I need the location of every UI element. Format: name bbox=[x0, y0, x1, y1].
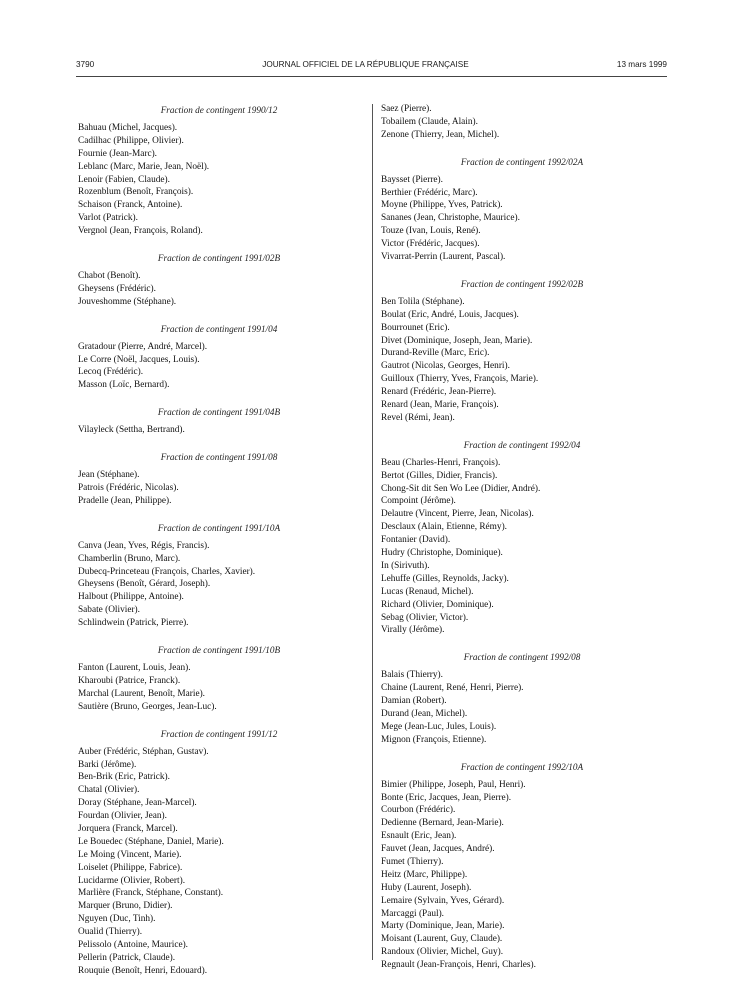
name-entry: Patrois (Frédéric, Nicolas). bbox=[78, 483, 179, 494]
name-entry: Saez (Pierre). bbox=[381, 104, 432, 114]
name-entry: Damian (Robert). bbox=[381, 696, 447, 707]
name-entry: Vergnol (Jean, François, Roland). bbox=[78, 226, 203, 237]
name-entry: Pelissolo (Antoine, Maurice). bbox=[78, 939, 188, 950]
name-entry: Gheysens (Frédéric). bbox=[78, 283, 156, 294]
name-entry: Lehuffe (Gilles, Reynolds, Jacky). bbox=[381, 573, 509, 584]
contingent-section bbox=[78, 643, 360, 714]
name-entry: Tobailem (Claude, Alain). bbox=[381, 116, 478, 127]
name-entry: Durand (Jean, Michel). bbox=[381, 708, 468, 719]
name-entry: Bahuau (Michel, Jacques). bbox=[78, 123, 178, 133]
name-entry: Kharoubi (Patrice, Franck). bbox=[78, 675, 181, 686]
name-entry: Lucidarme (Olivier, Robert). bbox=[78, 875, 186, 886]
contingent-section bbox=[78, 322, 360, 393]
name-entry: Lecoq (Frédéric). bbox=[78, 367, 144, 378]
name-entry: Varlot (Patrick). bbox=[78, 213, 138, 224]
name-entry: Beau (Charles-Henri, François). bbox=[381, 457, 501, 468]
name-entry: Pellerin (Patrick, Claude). bbox=[78, 952, 176, 963]
journal-title: JOURNAL OFFICIEL DE LA RÉPUBLIQUE FRANÇAISE bbox=[262, 60, 469, 69]
name-entry: Vivarrat-Perrin (Laurent, Pascal). bbox=[381, 252, 506, 263]
contingent-section bbox=[78, 450, 360, 508]
section-heading: Fraction de contingent 1991/02B bbox=[157, 253, 281, 264]
name-entry: Marquer (Bruno, Didier). bbox=[78, 901, 173, 912]
name-entry: Loiselet (Philippe, Fabrice). bbox=[78, 862, 183, 873]
name-entry: Boulat (Eric, André, Louis, Jacques). bbox=[381, 309, 519, 320]
contingent-section bbox=[78, 521, 360, 630]
name-entry: Sananes (Jean, Christophe, Maurice). bbox=[381, 213, 520, 224]
section-heading: Fraction de contingent 1991/10B bbox=[157, 645, 281, 656]
name-entry: Fournie (Jean-Marc). bbox=[78, 148, 157, 159]
name-entry: Moyne (Philippe, Yves, Patrick). bbox=[381, 200, 503, 211]
contingent-section bbox=[381, 277, 663, 425]
name-entry: Victor (Frédéric, Jacques). bbox=[381, 239, 480, 250]
name-entry: Heitz (Marc, Philippe). bbox=[381, 869, 468, 880]
name-entry: Jouveshomme (Stéphane). bbox=[78, 296, 177, 307]
section-heading: Fraction de contingent 1992/04 bbox=[463, 439, 581, 450]
name-entry: Mege (Jean-Luc, Jules, Louis). bbox=[381, 721, 497, 732]
name-entry: Guilloux (Thierry, Yves, François, Marie). bbox=[381, 374, 539, 385]
name-entry: Chong-Sit dit Sen Wo Lee (Didier, André). bbox=[381, 483, 541, 494]
column-divider bbox=[372, 104, 373, 960]
name-entry: Lemaire (Sylvain, Yves, Gérard). bbox=[381, 895, 505, 906]
name-entry: Huby (Laurent, Joseph). bbox=[381, 882, 472, 893]
name-entry: Fanton (Laurent, Louis, Jean). bbox=[78, 663, 191, 674]
section-heading: Fraction de contingent 1991/10A bbox=[157, 522, 281, 533]
name-entry: Chabot (Benoît). bbox=[78, 271, 141, 282]
name-entry: Courbon (Frédéric). bbox=[381, 805, 456, 816]
name-entry: Pradelle (Jean, Philippe). bbox=[78, 495, 172, 506]
name-entry: Masson (Loïc, Bernard). bbox=[78, 380, 170, 391]
page-number: 3790 bbox=[76, 60, 95, 69]
name-entry: Bourrounet (Eric). bbox=[381, 322, 450, 333]
contingent-section bbox=[381, 103, 663, 142]
section-heading: Fraction de contingent 1992/02A bbox=[460, 156, 584, 167]
contingent-section bbox=[381, 438, 663, 637]
name-entry: Leblanc (Marc, Marie, Jean, Noël). bbox=[78, 161, 210, 172]
name-entry: Gratadour (Pierre, André, Marcel). bbox=[78, 341, 208, 352]
section-heading: Fraction de contingent 1990/12 bbox=[160, 105, 278, 115]
name-entry: Cadilhac (Philippe, Olivier). bbox=[78, 135, 184, 146]
name-entry: Schaison (Franck, Antoine). bbox=[78, 200, 183, 211]
header-rule bbox=[76, 76, 667, 77]
name-entry: Compoint (Jérôme). bbox=[381, 496, 456, 507]
name-entry: Marlière (Franck, Stéphane, Constant). bbox=[78, 888, 224, 899]
name-entry: Ben-Brik (Eric, Patrick). bbox=[78, 772, 170, 783]
name-entry: Barki (Jérôme). bbox=[78, 759, 137, 770]
name-entry: Le Corre (Noël, Jacques, Louis). bbox=[78, 354, 200, 365]
name-entry: Durand-Reville (Marc, Eric). bbox=[381, 348, 490, 359]
contingent-section bbox=[381, 155, 663, 264]
name-entry: Ben Tolila (Stéphane). bbox=[381, 296, 465, 307]
name-entry: Marty (Dominique, Jean, Marie). bbox=[381, 921, 505, 932]
name-entry: Oualid (Thierry). bbox=[78, 927, 143, 938]
name-entry: In (Sirivuth). bbox=[381, 560, 430, 571]
name-entry: Hudry (Christophe, Dominique). bbox=[381, 548, 503, 559]
name-entry: Marcaggi (Paul). bbox=[381, 908, 444, 919]
name-entry: Halbout (Philippe, Antoine). bbox=[78, 592, 184, 603]
name-entry: Dedienne (Bernard, Jean-Marie). bbox=[381, 818, 504, 829]
name-entry: Randoux (Olivier, Michel, Guy). bbox=[381, 947, 504, 958]
name-entry: Renard (Frédéric, Jean-Pierre). bbox=[381, 387, 497, 398]
name-entry: Fumet (Thierry). bbox=[381, 856, 444, 867]
name-entry: Schlindwein (Patrick, Pierre). bbox=[78, 618, 189, 629]
name-entry: Sabate (Olivier). bbox=[78, 605, 140, 616]
name-entry: Delautre (Vincent, Pierre, Jean, Nicolas). bbox=[381, 509, 534, 520]
name-entry: Le Bouedec (Stéphane, Daniel, Marie). bbox=[78, 836, 224, 847]
name-entry: Baysset (Pierre). bbox=[381, 174, 443, 185]
name-entry: Touze (Ivan, Louis, René). bbox=[381, 226, 481, 237]
name-entry: Chamberlin (Bruno, Marc). bbox=[78, 553, 181, 564]
name-entry: Bimier (Philippe, Joseph, Paul, Henri). bbox=[381, 779, 526, 790]
contingent-section bbox=[381, 760, 663, 972]
name-entry: Renard (Jean, Marie, François). bbox=[381, 400, 499, 411]
section-heading: Fraction de contingent 1991/04B bbox=[157, 407, 281, 418]
name-entry: Sebag (Olivier, Victor). bbox=[381, 612, 469, 623]
name-entry: Virally (Jérôme). bbox=[381, 625, 445, 636]
section-heading: Fraction de contingent 1991/04 bbox=[160, 323, 278, 334]
name-entry: Doray (Stéphane, Jean-Marcel). bbox=[78, 798, 197, 809]
name-entry: Marchal (Laurent, Benoît, Marie). bbox=[78, 688, 206, 699]
name-entry: Rouquie (Benoît, Henri, Edouard). bbox=[78, 965, 208, 976]
section-heading: Fraction de contingent 1991/12 bbox=[160, 728, 278, 739]
contingent-section bbox=[78, 727, 360, 978]
name-entry: Balais (Thierry). bbox=[381, 670, 443, 681]
left-column bbox=[78, 103, 360, 991]
name-entry: Berthier (Frédéric, Marc). bbox=[381, 187, 478, 198]
name-entry: Regnault (Jean-François, Henri, Charles). bbox=[381, 960, 536, 971]
name-entry: Canva (Jean, Yves, Régis, Francis). bbox=[78, 540, 210, 551]
contingent-section bbox=[78, 103, 360, 238]
name-entry: Vilayleck (Settha, Bertrand). bbox=[78, 425, 185, 436]
name-entry: Revel (Rémi, Jean). bbox=[381, 412, 455, 423]
name-entry: Dubecq-Princeteau (François, Charles, Xavier). bbox=[78, 566, 256, 577]
name-entry: Jorquera (Franck, Marcel). bbox=[78, 823, 178, 834]
name-entry: Gheysens (Benoît, Gérard, Joseph). bbox=[78, 579, 211, 590]
right-column bbox=[381, 103, 663, 985]
name-entry: Sautière (Bruno, Georges, Jean-Luc). bbox=[78, 701, 217, 712]
name-entry: Fontanier (David). bbox=[381, 535, 451, 546]
contingent-section bbox=[381, 650, 663, 746]
name-entry: Divet (Dominique, Joseph, Jean, Marie). bbox=[381, 335, 533, 346]
section-heading: Fraction de contingent 1992/10A bbox=[460, 761, 584, 772]
name-entry: Chaine (Laurent, René, Henri, Pierre). bbox=[381, 683, 524, 694]
name-entry: Bertot (Gilles, Didier, Francis). bbox=[381, 470, 498, 481]
section-heading: Fraction de contingent 1992/02B bbox=[460, 278, 584, 289]
name-entry: Moisant (Laurent, Guy, Claude). bbox=[381, 934, 503, 945]
name-entry: Esnault (Eric, Jean). bbox=[381, 831, 457, 842]
name-entry: Gautrot (Nicolas, Georges, Henri). bbox=[381, 361, 510, 372]
name-entry: Rozenblum (Benoît, François). bbox=[78, 187, 194, 198]
name-entry: Desclaux (Alain, Etienne, Rémy). bbox=[381, 522, 507, 533]
name-entry: Zenone (Thierry, Jean, Michel). bbox=[381, 129, 500, 140]
name-entry: Lenoir (Fabien, Claude). bbox=[78, 174, 170, 185]
name-entry: Nguyen (Duc, Tinh). bbox=[78, 914, 156, 925]
name-entry: Lucas (Renaud, Michel). bbox=[381, 586, 474, 597]
name-entry: Richard (Olivier, Dominique). bbox=[381, 599, 494, 610]
section-heading: Fraction de contingent 1991/08 bbox=[160, 452, 278, 463]
name-entry: Chatal (Olivier). bbox=[78, 785, 140, 796]
name-entry: Mignon (François, Etienne). bbox=[381, 734, 487, 745]
name-entry: Jean (Stéphane). bbox=[78, 470, 140, 481]
contingent-section bbox=[78, 405, 360, 437]
name-entry: Bonte (Eric, Jacques, Jean, Pierre). bbox=[381, 792, 512, 803]
name-entry: Fauvet (Jean, Jacques, André). bbox=[381, 844, 495, 855]
contingent-section bbox=[78, 251, 360, 309]
section-heading: Fraction de contingent 1992/08 bbox=[463, 652, 581, 663]
name-entry: Le Moing (Vincent, Marie). bbox=[78, 849, 182, 860]
issue-date: 13 mars 1999 bbox=[616, 60, 667, 69]
name-entry: Auber (Frédéric, Stéphan, Gustav). bbox=[78, 746, 209, 757]
name-entry: Fourdan (Olivier, Jean). bbox=[78, 811, 167, 822]
